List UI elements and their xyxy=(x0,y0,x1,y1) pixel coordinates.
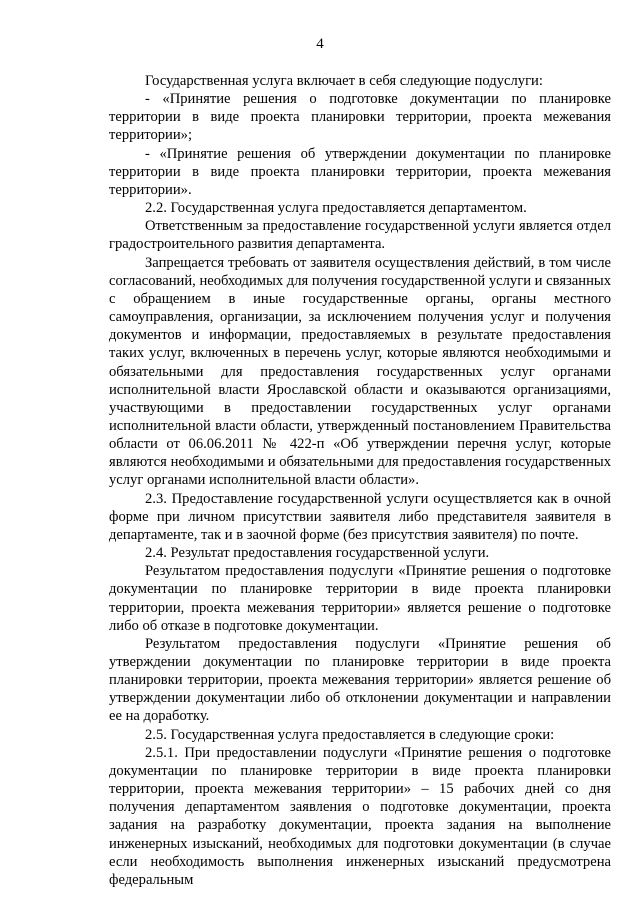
paragraph-subservices-intro: Государственная услуга включает в себя следующие подуслуги: xyxy=(145,73,543,89)
paragraph-prohibition: Запрещается требовать от заявителя осуществления действий, в том числе согласований, необходимых для получения государственной услуги и связанных с обращением в иные государственные органы, органы местного самоуправления, организации, за исключением получения услуг и получения документов и информации, предоставляемых в результате предоставления таких услуг, включенных в перечень услуг, которые являются необходимыми и обязательными для предоставления государственных услуг органами исполнительной власти Ярославской области и оказываются организациями, участвующими в предоставлении государственных услуг органами исполнительной власти области, утвержденный постановлением Правительства области от 06.06.2011 № 422-п «Об утверждении перечня услуг, которые являются необходимыми и обязательными для предоставления государственных услуг органами исполнительной власти области». xyxy=(109,254,611,489)
paragraph-2-2: 2.2. Государственная услуга предоставляется департаментом. xyxy=(145,200,527,217)
document-body xyxy=(109,72,611,889)
paragraph-2-3: 2.3. Предоставление государственной услуги осуществляется как в очной форме при личном присутствии заявителя либо представителя заявителя в департаменте, так и в заочной форме (без присутствия заявителя) по почте. xyxy=(109,490,611,543)
paragraph-subservice-preparation: - «Принятие решения о подготовке документации по планировке территории в виде проекта планировки территории, проекта межевания территории»; xyxy=(109,91,611,144)
page-number: 4 xyxy=(316,36,324,52)
paragraph-2-5: 2.5. Государственная услуга предоставляется в следующие сроки: xyxy=(145,726,555,743)
paragraph-result-preparation: Результатом предоставления подуслуги «Принятие решения о подготовке документации по планировке территории в виде проекта планировки территории, проекта межевания территории» является решение о подготовке либо об отказе в подготовке документации. xyxy=(109,563,611,634)
paragraph-2-5-1: 2.5.1. При предоставлении подуслуги «Принятие решения о подготовке документации по планировке территории в виде проекта планировки территории, проекта межевания территории» – 15 рабочих дней со дня получения департаментом заявления о подготовке документации, проекта задания на разработку документации, проекта задания на выполнение инженерных изысканий, необходимых для подготовки документации (в случае если необходимость выполнения инженерных изысканий предусмотрена федеральным xyxy=(109,744,611,888)
paragraph-responsible-unit: Ответственным за предоставление государственной услуги является отдел градостроительного развития департамента. xyxy=(109,218,611,253)
paragraph-result-approval: Результатом предоставления подуслуги «Принятие решения об утверждении документации по планировке территории в виде проекта планировки территории, проекта межевания территории» является решение об утверждении документации либо об отклонении документации и направлении ее на доработку. xyxy=(109,635,611,725)
paragraph-subservice-approval: - «Принятие решения об утверждении документации по планировке территории в виде проекта планировки территории, проекта межевания территории». xyxy=(109,145,611,198)
paragraph-2-4: 2.4. Результат предоставления государственной услуги. xyxy=(145,545,490,562)
